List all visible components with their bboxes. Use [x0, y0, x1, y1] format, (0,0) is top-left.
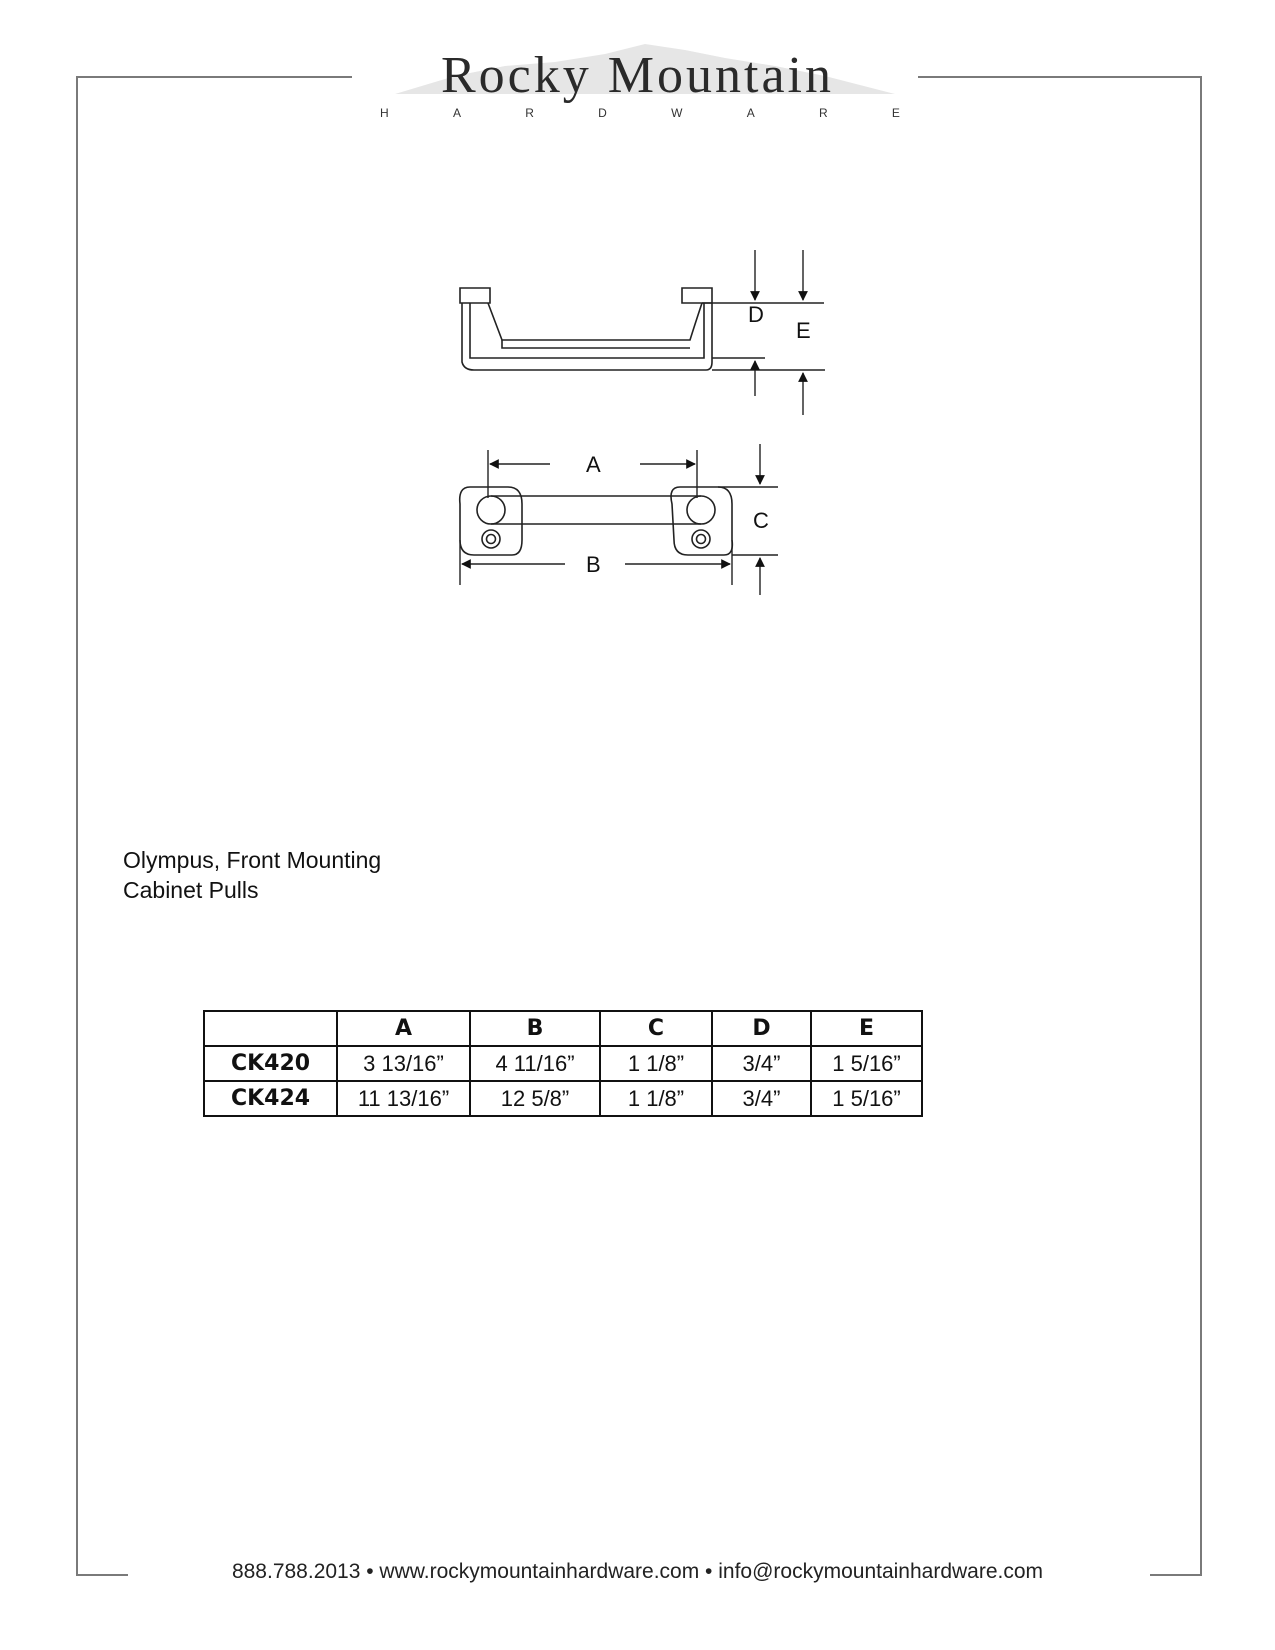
table-cell: 3 13/16”: [337, 1046, 470, 1081]
dimension-label-b: B: [586, 552, 601, 577]
product-title-line-1: Olympus, Front Mounting: [123, 847, 382, 873]
table-header-cell: D: [712, 1011, 811, 1046]
table-header-cell: E: [811, 1011, 922, 1046]
table-header-row: [204, 1011, 922, 1046]
product-title: [123, 845, 381, 905]
brand-subtitle-letter: A: [746, 106, 755, 120]
side-view: [460, 288, 712, 370]
brand-subtitle-letter: W: [671, 106, 683, 120]
table-header-cell: C: [600, 1011, 712, 1046]
frame-left: [76, 76, 78, 1576]
brand-subtitle-letter: D: [598, 106, 607, 120]
table-cell: 3/4”: [712, 1081, 811, 1116]
table-cell: 1 1/8”: [600, 1046, 712, 1081]
brand-subtitle-letter: E: [891, 106, 900, 120]
contact-footer: 888.788.2013 • www.rockymountainhardware.com • info@rockymountainhardware.com: [231, 1560, 1044, 1583]
table-cell: 1 5/16”: [811, 1046, 922, 1081]
model-number-cell: CK424: [204, 1081, 337, 1116]
frame-right: [1200, 76, 1202, 1576]
table-cell: 11 13/16”: [337, 1081, 470, 1116]
table-row: [204, 1081, 922, 1116]
table-cell: 3/4”: [712, 1046, 811, 1081]
dimensions-table: [203, 1010, 923, 1117]
table-cell: 4 11/16”: [470, 1046, 600, 1081]
dimension-label-e: E: [796, 318, 811, 343]
table-cell: 12 5/8”: [470, 1081, 600, 1116]
top-view: [460, 487, 733, 555]
brand-subtitle-letter: A: [452, 106, 461, 120]
brand-subtitle-letter: H: [380, 106, 389, 120]
table-cell: 1 5/16”: [811, 1081, 922, 1116]
dimension-label-d: D: [748, 302, 764, 327]
product-title-line-2: Cabinet Pulls: [123, 877, 259, 903]
dimension-label-c: C: [753, 508, 769, 533]
brand-subtitle-letter: R: [525, 106, 534, 120]
brand-subtitle-letter: R: [818, 106, 828, 120]
table-row: [204, 1046, 922, 1081]
model-number-cell: CK420: [204, 1046, 337, 1081]
dimension-label-a: A: [586, 452, 601, 477]
table-header-cell: B: [470, 1011, 600, 1046]
brand-name: Rocky Mountain: [441, 47, 834, 104]
table-header-cell: [204, 1011, 337, 1046]
brand-subtitle: [380, 106, 900, 120]
pull-technical-drawing: [440, 240, 840, 600]
table-header-cell: A: [337, 1011, 470, 1046]
table-cell: 1 1/8”: [600, 1081, 712, 1116]
